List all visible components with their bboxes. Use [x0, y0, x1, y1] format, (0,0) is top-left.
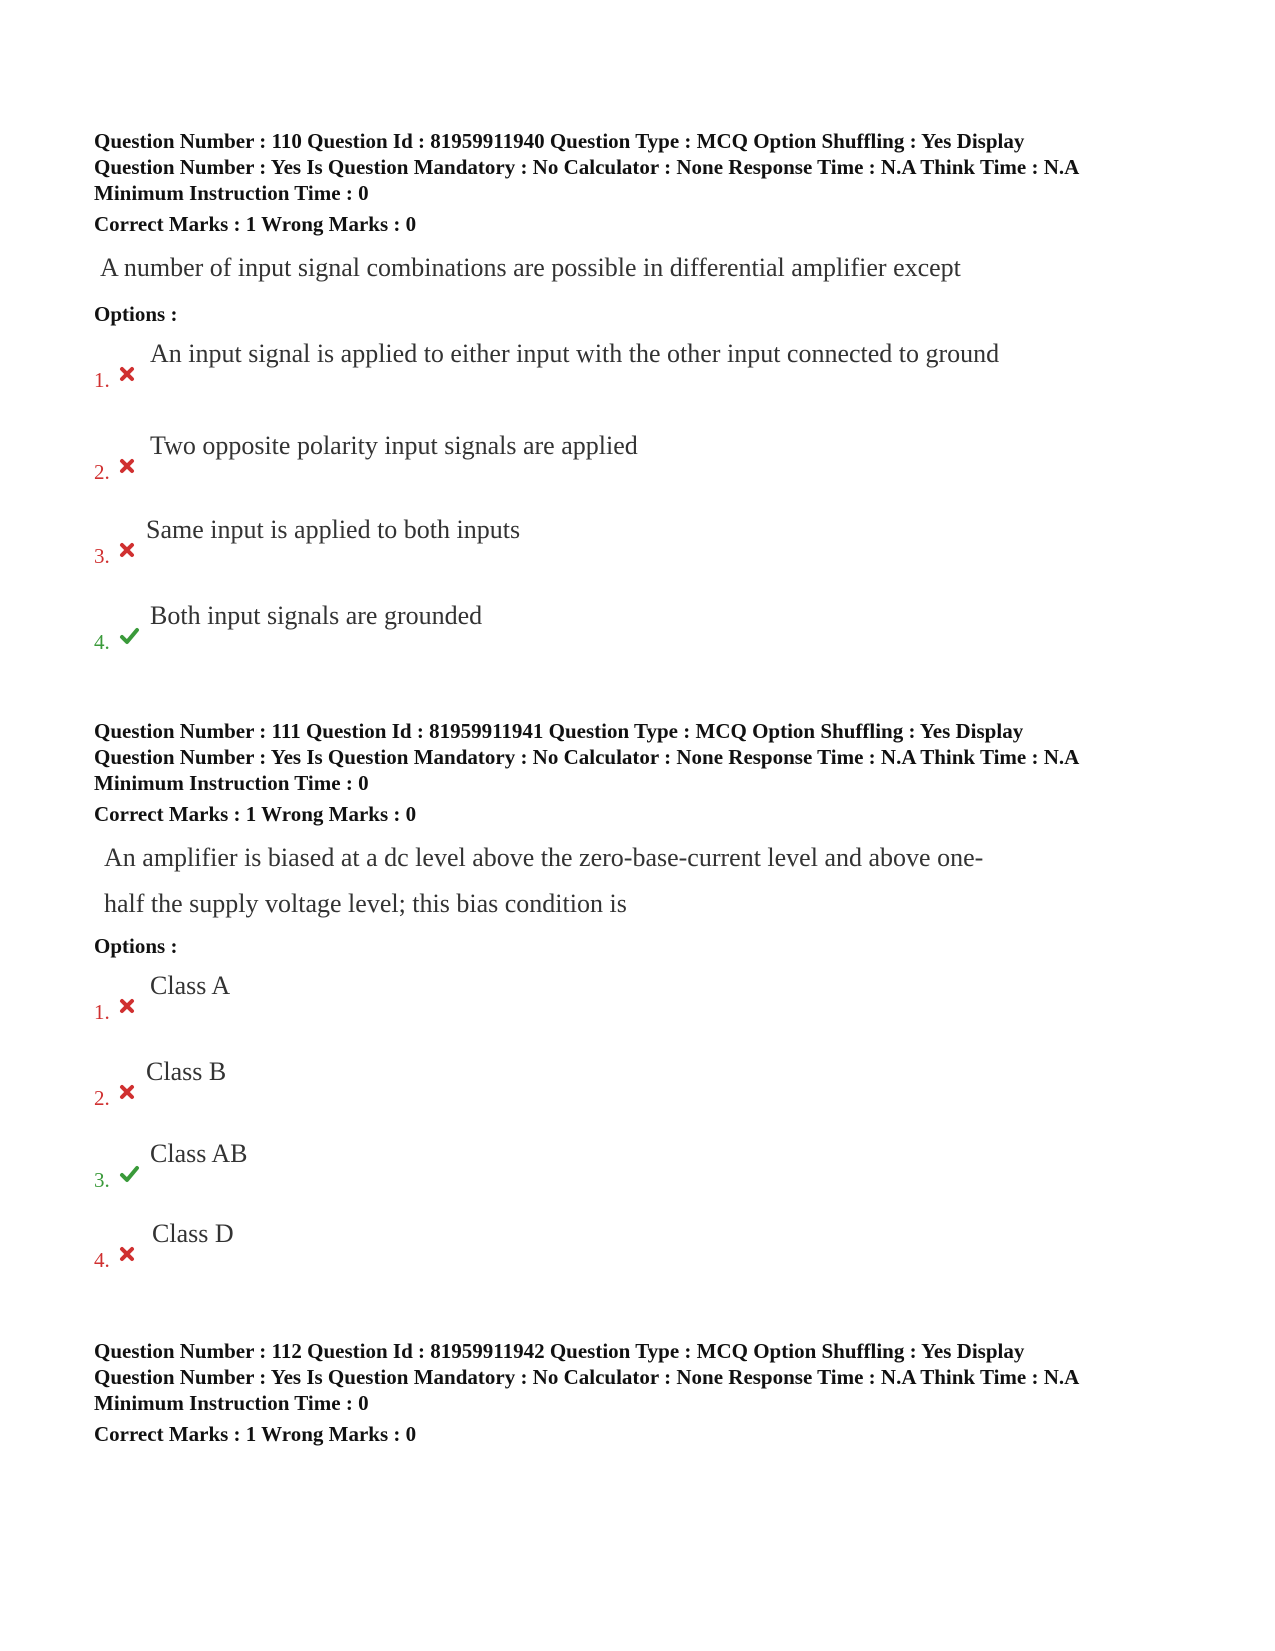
option-number: 1. — [94, 1000, 110, 1024]
options-label: Options : — [94, 302, 178, 326]
cross-icon — [118, 457, 136, 475]
option-number: 4. — [94, 630, 110, 654]
cross-icon — [118, 365, 136, 383]
question-meta-line: Question Number : Yes Is Question Mandatory : No Calculator : None Response Time : N.A Think Time : N.A — [94, 155, 1080, 179]
option-text: Class D — [152, 1219, 234, 1248]
cross-icon — [118, 1083, 136, 1101]
question-meta-line: Question Number : 111 Question Id : 81959911941 Question Type : MCQ Option Shuffling : Yes Display — [94, 719, 1024, 743]
question-marks: Correct Marks : 1 Wrong Marks : 0 — [94, 212, 417, 236]
options-list — [94, 969, 1194, 1277]
question-meta-line: Minimum Instruction Time : 0 — [94, 1391, 369, 1415]
question-meta-line: Question Number : 110 Question Id : 81959911940 Question Type : MCQ Option Shuffling : Yes Display — [94, 129, 1025, 153]
option-item — [94, 513, 1194, 599]
option-number: 2. — [94, 1086, 110, 1110]
option-number: 2. — [94, 460, 110, 484]
option-text: An input signal is applied to either input with the other input connected to ground — [150, 339, 1000, 368]
option-number: 3. — [94, 1168, 110, 1192]
question-meta-line: Minimum Instruction Time : 0 — [94, 181, 369, 205]
cross-icon — [118, 997, 136, 1015]
cross-icon — [118, 1245, 136, 1263]
option-number: 3. — [94, 544, 110, 568]
options-label: Options : — [94, 934, 178, 958]
question-block-112 — [94, 1338, 1194, 1447]
option-text: Class AB — [150, 1139, 248, 1168]
question-block-111 — [94, 718, 1194, 1277]
option-item — [94, 1217, 1194, 1277]
question-marks: Correct Marks : 1 Wrong Marks : 0 — [94, 1422, 417, 1446]
question-text: A number of input signal combinations are possible in differential amplifier except — [100, 253, 961, 282]
option-text: Class B — [146, 1057, 227, 1086]
option-item — [94, 599, 1194, 659]
option-item — [94, 969, 1194, 1055]
check-icon — [118, 1165, 140, 1183]
option-item — [94, 337, 1194, 429]
option-item — [94, 1137, 1194, 1217]
option-text: Class A — [150, 971, 231, 1000]
question-block-110 — [94, 128, 1194, 659]
option-item — [94, 429, 1194, 513]
option-item — [94, 1055, 1194, 1137]
question-meta-line: Question Number : 112 Question Id : 81959911942 Question Type : MCQ Option Shuffling : Yes Display — [94, 1339, 1025, 1363]
options-list — [94, 337, 1194, 659]
option-text: Both input signals are grounded — [150, 601, 483, 630]
check-icon — [118, 627, 140, 645]
question-text: An amplifier is biased at a dc level above the zero-base-current level and above one- — [104, 843, 984, 872]
cross-icon — [118, 541, 136, 559]
option-text: Same input is applied to both inputs — [146, 515, 521, 544]
question-meta-line: Minimum Instruction Time : 0 — [94, 771, 369, 795]
option-number: 1. — [94, 368, 110, 392]
question-marks: Correct Marks : 1 Wrong Marks : 0 — [94, 802, 417, 826]
question-meta-line: Question Number : Yes Is Question Mandatory : No Calculator : None Response Time : N.A Think Time : N.A — [94, 1365, 1080, 1389]
option-number: 4. — [94, 1248, 110, 1272]
question-text: half the supply voltage level; this bias condition is — [104, 889, 627, 918]
option-text: Two opposite polarity input signals are applied — [150, 431, 638, 460]
question-meta-line: Question Number : Yes Is Question Mandatory : No Calculator : None Response Time : N.A Think Time : N.A — [94, 745, 1080, 769]
